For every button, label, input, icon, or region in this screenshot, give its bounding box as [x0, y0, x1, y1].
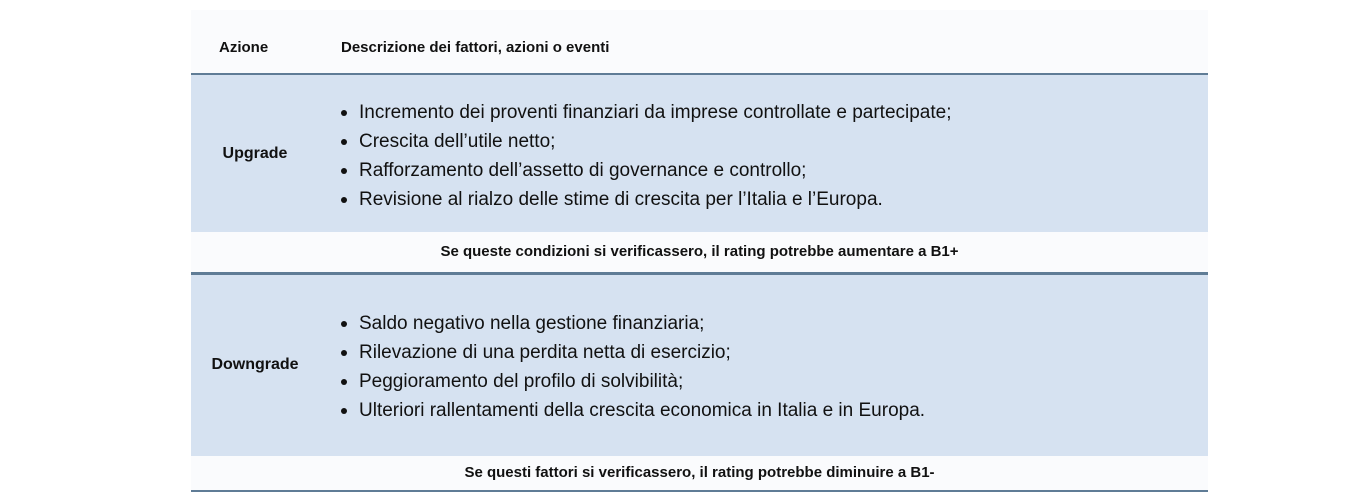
upgrade-label: Upgrade — [222, 145, 288, 162]
list-item: Crescita dell’utile netto; — [339, 127, 952, 156]
list-item: Rilevazione di una perdita netta di esercizio; — [339, 338, 925, 367]
bullet-icon — [341, 321, 347, 327]
upgrade-note: Se queste condizioni si verificassero, il rating potrebbe aumentare a B1+ — [191, 232, 1208, 272]
list-item: Ulteriori rallentamenti della crescita economica in Italia e in Europa. — [339, 396, 925, 425]
bullet-icon — [341, 350, 347, 356]
bullet-icon — [341, 379, 347, 385]
list-item: Revisione al rialzo delle stime di crescita per l’Italia e l’Europa. — [339, 185, 952, 214]
table-header — [191, 10, 1208, 74]
downgrade-row — [191, 275, 1208, 456]
header-action: Azione — [219, 39, 269, 56]
bullet-icon — [341, 139, 347, 145]
list-item: Rafforzamento dell’assetto di governance e controllo; — [339, 156, 952, 185]
downgrade-label: Downgrade — [211, 356, 299, 373]
list-item: Peggioramento del profilo di solvibilità; — [339, 367, 925, 396]
downgrade-note: Se questi fattori si verificassero, il rating potrebbe diminuire a B1- — [191, 456, 1208, 490]
bullet-icon — [341, 408, 347, 414]
list-item: Saldo negativo nella gestione finanziaria; — [339, 309, 925, 338]
downgrade-list — [339, 309, 925, 425]
bullet-icon — [341, 168, 347, 174]
bottom-rule — [191, 490, 1208, 492]
header-description: Descrizione dei fattori, azioni o eventi — [341, 39, 610, 56]
upgrade-row — [191, 75, 1208, 232]
upgrade-list — [339, 98, 952, 214]
bullet-icon — [341, 110, 347, 116]
bullet-icon — [341, 197, 347, 203]
list-item: Incremento dei proventi finanziari da imprese controllate e partecipate; — [339, 98, 952, 127]
